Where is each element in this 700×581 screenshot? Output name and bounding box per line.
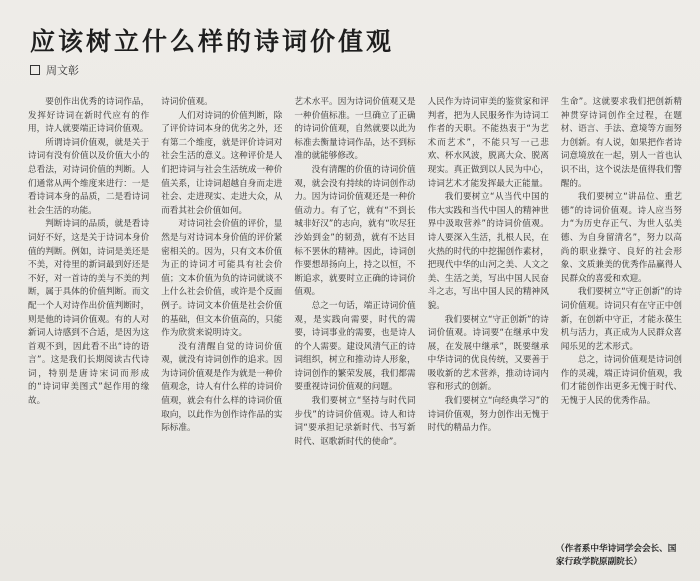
byline-box-icon xyxy=(30,65,40,75)
byline xyxy=(30,62,79,78)
paragraph: 生命”。这就要求我们把创新精神贯穿诗词创作全过程，在题材、语言、手法、意境等方面努力创新。有人说，如果把作者诗词意境放在一起，别人一首也认识不出，这个说法是值得我们警醒的。 xyxy=(560,97,682,189)
paragraph: 总之一句话，端正诗词价值观，是实践向需要，时代的需要，诗词事业的需要，也是诗人的个人需要。建设风清气正的诗词组织，树立和推动诗人形象，诗词创作的繁荣发展，我们都需要重视诗词价值观的问题。 xyxy=(294,300,416,393)
paragraph: 判断诗词的品质，就是看诗词好不好，这是关于诗词本身价值的判断。例如，诗词是美还是不美，对待里的新词最到好还是不好，对一首诗的美与不美的判断，属于具体的价值判断。而文配一个人对诗作出价值判断时，则是他的诗词价值观。有的人对新词人诗感到不合适，是因为这首观不到，因此看不出“诗的语言”。这是我们长期阅读古代诗词，特别是唐诗宋词而形成的“诗词审美图式”起作用的缘故。 xyxy=(28,219,150,407)
article-column-5 xyxy=(561,96,682,566)
paragraph: 我们要树立“讲品位、重艺德”的诗词价值观。诗人应当努力“为历史存正气、为世人弘美德、为自身留清名”，努力以高尚的职业操守、良好的社会形象、文质兼美的优秀作品赢得人民群众的喜爱和欢迎。 xyxy=(560,192,682,284)
article-column-4 xyxy=(428,96,549,566)
article-column-3 xyxy=(294,96,415,566)
author-name: 周文彰 xyxy=(46,64,79,77)
paragraph: 我们要树立“从当代中国的伟大实践和当代中国人的精神世界中汲取营养”的诗词价值观。诗人要深入生活，扎根人民，在火热的时代的中挖掘创作素材，把现代中华的山河之美、人文之美、生活之美，写出中国人民奋斗之志，写出中国人民的精神风貌。 xyxy=(427,192,549,311)
paragraph: 没有清醒自觉的诗词价值观，就没有诗词创作的追求。因为诗词价值观是作为就是一种价值观念，诗人有什么样的诗词价值观，就会有什么样的诗词价值取向，以此作为创作诗作品的实际标准。 xyxy=(161,341,283,434)
paragraph: 人们对诗词的价值判断，除了评价诗词本身的优劣之外，还有第二个维度，就是评价诗词对社会生活的意义。这种评价是人们把诗词与社会生活统成一种价值关系，让诗词超越自身而走进社会、走进现实、走进大众，从而看其社会价值如何。 xyxy=(161,110,283,216)
paragraph: 我们要树立“守正创新”的诗词价值观。诗词要“在继承中发展，在发展中继承”，既要继承中华诗词的优良传统，又要善于吸收新的艺术营养，推动诗词内容和形式的创新。 xyxy=(427,314,549,393)
paragraph: 没有清醒的价值的诗词价值观，就会没有持续的诗词创作动力。因为诗词价值观还是一种价值动力。有了它，就有“不到长城非好汉”的志向，就有“吹尽狂沙始到金”的韧劲，就有不达目标不罢休的精神。因此，诗词创作要想昂扬向上，持之以恒，不断追求，就要时立正确的诗词价值观。 xyxy=(294,164,416,298)
article-title: 应该树立什么样的诗词价值观 xyxy=(30,27,395,56)
paragraph: 我们要树立“向经典学习”的诗词价值观，努力创作出无愧于时代的精品力作。 xyxy=(427,396,549,434)
paragraph: 要创作出优秀的诗词作品，发挥好诗词在新时代应有的作用，诗人就要端正诗词价值观。 xyxy=(28,97,150,135)
paragraph: 我们要树立“守正创新”的诗词价值观。诗词只有在守正中创新，在创新中守正，才能永葆生机与活力，真正成为人民群众喜闻乐见的艺术形式。 xyxy=(560,287,682,352)
paragraph: 对诗词社会价值的评价，显然是与对诗词本身价值的评价紧密相关的。因为，只有文本价值为正的诗词才可能具有社会价值；文本价值为负的诗词就谈不上什么社会价值，或许是个反面例子。诗词文本价值是社会价值的基础，但文本价值高的，只能作为欣赏来说明诗文。 xyxy=(161,219,283,339)
paragraph: 艺术水平。因为诗词价值观又是一种价值标准。一旦确立了正确的诗词价值观，自然就要以此为标准去衡量诗词作品，达不到标准的就能够修改。 xyxy=(294,97,416,162)
article-column-2 xyxy=(161,96,282,566)
paragraph: 所谓诗词价值观，就是关于诗词有没有价值以及价值大小的总看法，对诗词价值的判断。人们通常从两个维度来进行：一是看诗词本身的品质，二是看诗词社会生活的功能。 xyxy=(28,137,150,216)
article-column-1 xyxy=(28,96,149,566)
paragraph: 我们要树立“坚持与时代同步伐”的诗词价值观。诗人和诗词“要承担记录新时代、书写新时代、讴歌新时代的使命”。 xyxy=(294,396,416,447)
paragraph: 诗词价值观。 xyxy=(161,97,213,107)
paragraph: 总之，诗词价值观是诗词创作的灵魂，端正诗词价值观，我们才能创作出更多无愧于时代、无愧于人民的优秀作品。 xyxy=(560,355,682,407)
paragraph: 人民作为诗词审美的鉴赏家和评判者，把为人民服务作为诗词工作者的天职。不能热衷于“为艺术而艺术”，不能只写一己悲欢、杯水风波，脱离大众、脱离现实。真正做到以人民为中心，诗词艺术才能发挥最大正能量。 xyxy=(427,97,549,189)
author-affiliation-note: （作者系中华诗词学会会长、国家行政学院原副院长） xyxy=(556,544,677,567)
article-body xyxy=(28,96,682,566)
